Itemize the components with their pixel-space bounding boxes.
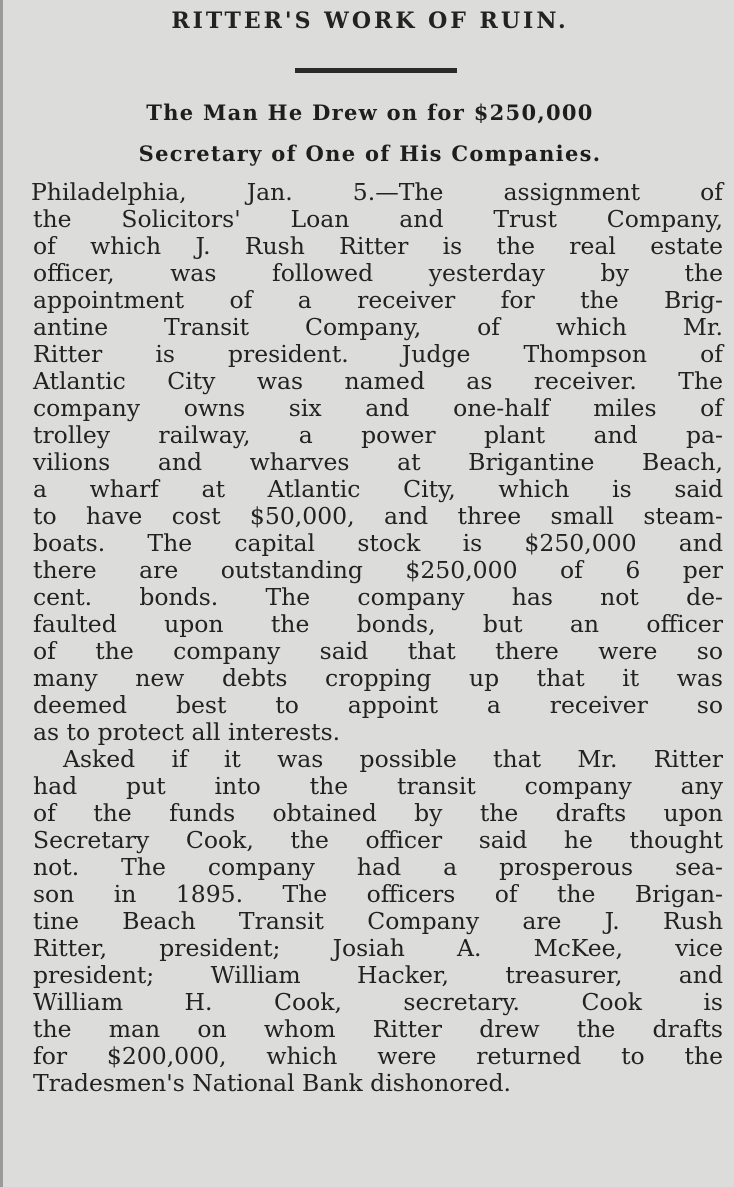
- article-line: Philadelphia, Jan. 5.—The assignment of: [31, 178, 723, 206]
- article-line: of which J. Rush Ritter is the real estate: [33, 232, 723, 260]
- article-line: of the company said that there were so: [33, 637, 723, 665]
- article-line: trolley railway, a power plant and pa-: [33, 421, 723, 449]
- article-line: Atlantic City was named as receiver. The: [33, 367, 723, 395]
- article-line: president; William Hacker, treasurer, and: [33, 961, 723, 989]
- article-line: to have cost $50,000, and three small steam-: [33, 502, 723, 530]
- article-line: tine Beach Transit Company are J. Rush: [33, 907, 723, 935]
- article-line: deemed best to appoint a receiver so: [33, 691, 723, 719]
- article-line: many new debts cropping up that it was: [33, 664, 723, 692]
- article-line: appointment of a receiver for the Brig-: [33, 286, 723, 314]
- headline: RITTER'S WORK OF RUIN.: [171, 8, 569, 34]
- article-line: Secretary Cook, the officer said he thought: [33, 826, 723, 854]
- subheadline-2: Secretary of One of His Companies.: [138, 141, 602, 166]
- article-line: as to protect all interests.: [33, 718, 341, 746]
- article-line: of the funds obtained by the drafts upon: [33, 799, 723, 827]
- article-line: Tradesmen's National Bank dishonored.: [33, 1069, 512, 1097]
- article-line: vilions and wharves at Brigantine Beach,: [33, 448, 723, 476]
- article-line: cent. bonds. The company has not de-: [33, 583, 723, 611]
- article-line: the man on whom Ritter drew the drafts: [33, 1015, 723, 1043]
- article-line: not. The company had a prosperous sea-: [33, 853, 723, 881]
- article-line: Ritter is president. Judge Thompson of: [33, 340, 723, 368]
- article-line: a wharf at Atlantic City, which is said: [33, 475, 723, 503]
- article-body: [33, 179, 723, 1097]
- subheadline-1: The Man He Drew on for $250,000: [146, 100, 594, 125]
- article-line: there are outstanding $250,000 of 6 per: [33, 556, 723, 584]
- article-line: the Solicitors' Loan and Trust Company,: [33, 205, 723, 233]
- article-line: officer, was followed yesterday by the: [33, 259, 723, 287]
- article-line: Ritter, president; Josiah A. McKee, vice: [33, 934, 723, 962]
- article-line: faulted upon the bonds, but an officer: [33, 610, 723, 638]
- article-line: had put into the transit company any: [33, 772, 723, 800]
- article-line: antine Transit Company, of which Mr.: [33, 313, 723, 341]
- article-line: for $200,000, which were returned to the: [33, 1042, 723, 1070]
- article-line: Asked if it was possible that Mr. Ritter: [63, 745, 723, 773]
- article-line: son in 1895. The officers of the Brigan-: [33, 880, 723, 908]
- article-line: company owns six and one-half miles of: [33, 394, 723, 422]
- article-line: boats. The capital stock is $250,000 and: [33, 529, 723, 557]
- headline-rule: [295, 68, 457, 73]
- article-line: William H. Cook, secretary. Cook is: [33, 988, 723, 1016]
